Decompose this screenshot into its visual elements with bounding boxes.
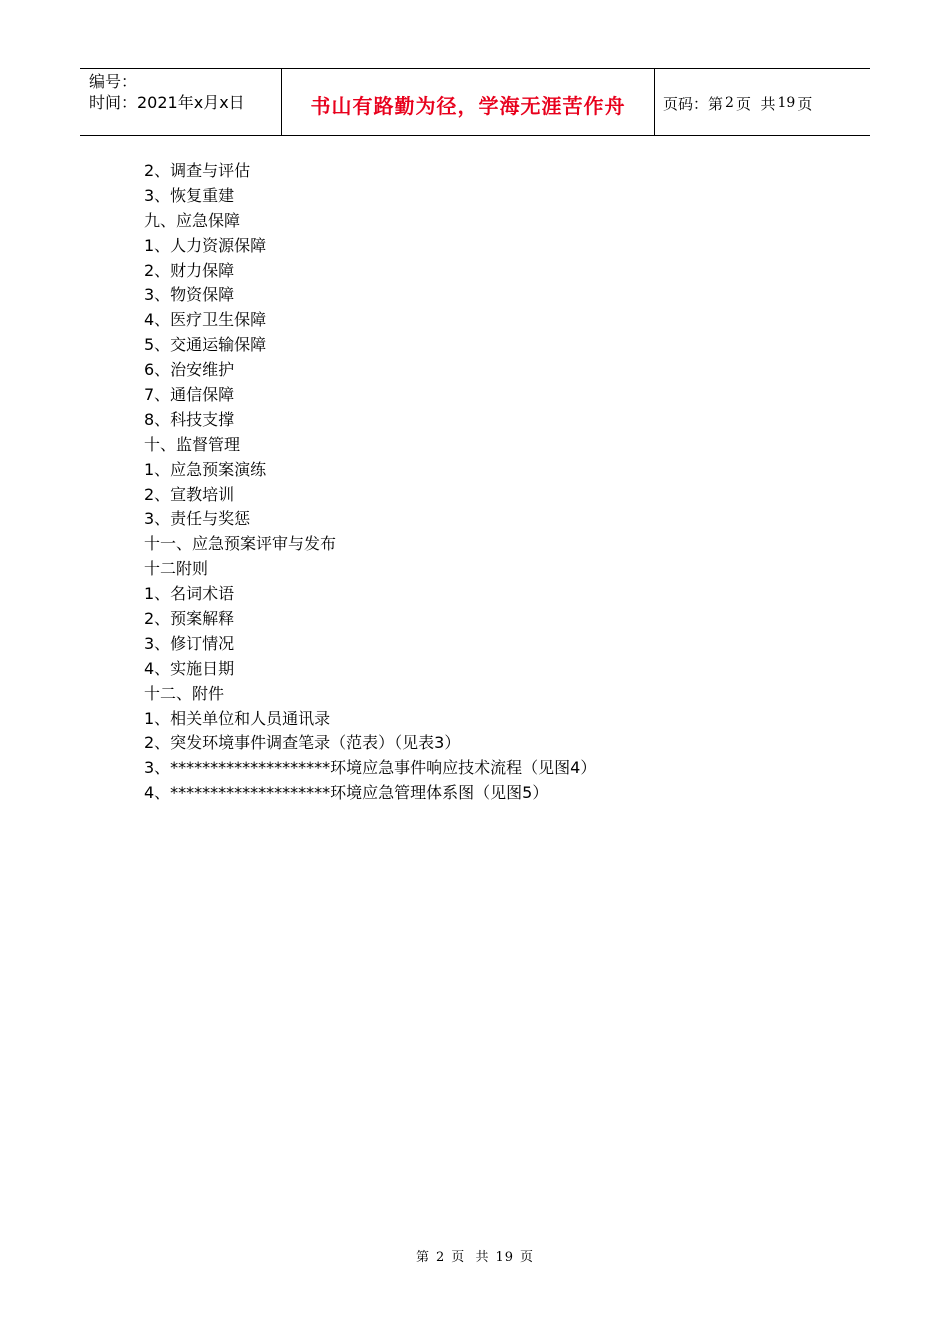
toc-line: 2、突发环境事件调查笔录（范表）（见表3）: [144, 733, 461, 753]
toc-line: 1、名词术语: [144, 584, 235, 604]
toc-line: 8、科技支撑: [144, 409, 235, 429]
header-motto: 书山有路勤为径，学海无涯苦作舟: [310, 93, 626, 118]
toc-line: 3、修订情况: [144, 633, 235, 653]
page-footer: [0, 1246, 950, 1265]
footer-page-suffix: 页: [520, 1250, 535, 1265]
header-page-total: 19: [777, 95, 796, 111]
header-page-current: 2: [725, 95, 734, 111]
toc-line: 6、治安维护: [144, 360, 235, 380]
header-motto-cell: [282, 69, 655, 135]
toc-section-heading: 十、监督管理: [144, 434, 241, 454]
toc-section-heading: 九、应急保障: [144, 210, 241, 230]
toc-line: 3、物资保障: [144, 285, 235, 305]
footer-page-total: 19: [495, 1250, 515, 1265]
toc-line: 4、医疗卫生保障: [144, 310, 267, 330]
toc-line: 3、********************环境应急事件响应技术流程（见图4）: [144, 758, 597, 778]
serial-number-label: 编号：: [89, 72, 138, 91]
footer-page-mid: 页 共: [451, 1250, 490, 1265]
header-page-suffix: 页: [797, 94, 813, 113]
toc-line: 2、调查与评估: [144, 161, 251, 180]
toc-section-heading: 十一、应急预案评审与发布: [144, 534, 337, 554]
toc-line: 2、财力保障: [144, 260, 235, 280]
toc-line: 1、人力资源保障: [144, 235, 267, 255]
toc-line: 1、相关单位和人员通讯录: [144, 708, 331, 728]
header-page-cell: [655, 69, 870, 135]
toc-line: 5、交通运输保障: [144, 335, 267, 355]
toc-section-heading: 十二附则: [144, 559, 209, 579]
toc-line: 3、责任与奖惩: [144, 509, 251, 529]
header-page-prefix: 页码：第: [663, 94, 724, 113]
page-header: [80, 68, 870, 136]
header-meta-cell: [80, 69, 282, 135]
toc-line: 4、实施日期: [144, 658, 235, 678]
header-page-mid: 页 共: [735, 94, 776, 113]
toc-line: 3、恢复重建: [144, 185, 235, 205]
toc-section-heading: 十二、附件: [144, 683, 225, 703]
toc-line: 2、宣教培训: [144, 484, 235, 504]
toc-line: 2、预案解释: [144, 609, 235, 629]
toc-line: 1、应急预案演练: [144, 459, 267, 479]
toc-content: [144, 159, 844, 806]
footer-page-current: 2: [435, 1250, 446, 1265]
date-label: 时间：2021年x月x日: [89, 93, 245, 112]
toc-line: 7、通信保障: [144, 385, 235, 405]
footer-page-prefix: 第: [415, 1250, 430, 1265]
toc-line: 4、********************环境应急管理体系图（见图5）: [144, 783, 549, 803]
